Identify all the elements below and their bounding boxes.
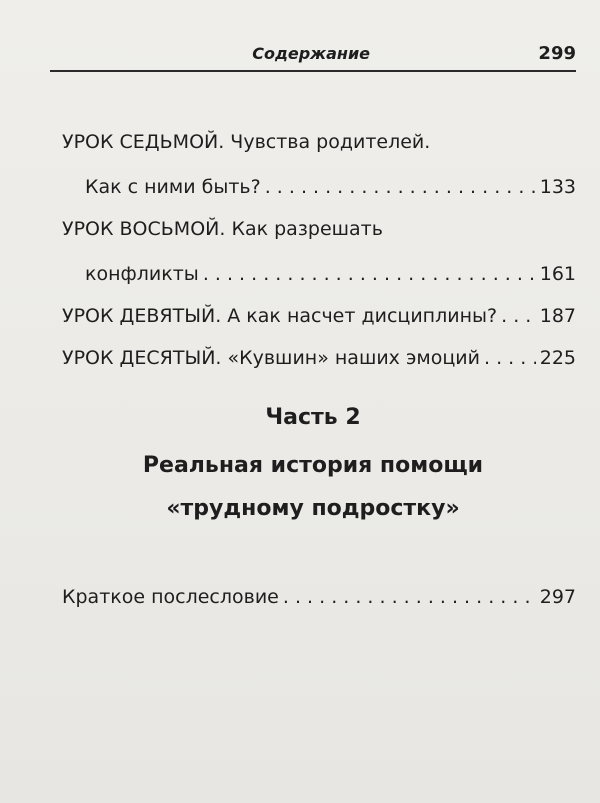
toc-entry-lesson8	[85, 263, 576, 285]
part-label: Часть 2	[265, 405, 361, 430]
dot-leader	[203, 263, 536, 285]
running-header	[50, 44, 576, 68]
dot-leader	[283, 586, 536, 608]
toc-entry-page: 133	[539, 176, 576, 198]
toc-entry-page: 161	[539, 263, 576, 285]
toc-entry-lesson8-line1: УРОК ВОСЬМОЙ. Как разрешать	[62, 218, 383, 240]
dot-leader	[484, 347, 536, 369]
toc-entry-title: Как с ними быть?	[85, 176, 261, 198]
toc-entry-page: 297	[539, 586, 576, 608]
toc-entry-afterword	[62, 586, 576, 608]
toc-entry-title: УРОК ДЕСЯТЫЙ. «Кувшин» наших эмоций	[62, 347, 480, 369]
toc-entry-lesson10	[62, 347, 576, 369]
toc-entry-title: Краткое послесловие	[62, 586, 279, 608]
dot-leader	[501, 305, 536, 327]
section-title: Содержание	[252, 44, 370, 63]
toc-entry-lesson7-line1: УРОК СЕДЬМОЙ. Чувства родителей.	[62, 131, 431, 153]
header-rule	[50, 70, 576, 72]
part-title-line2: «трудному подростку»	[166, 496, 460, 521]
toc-entry-title: конфликты	[85, 263, 199, 285]
dot-leader	[265, 176, 536, 198]
toc-entry-page: 187	[539, 305, 576, 327]
toc-entry-title: УРОК ДЕВЯТЫЙ. А как насчет дисциплины?	[62, 305, 498, 327]
toc-entry-lesson7	[85, 176, 576, 198]
toc-entry-lesson9	[62, 305, 576, 327]
toc-entry-page: 225	[539, 347, 576, 369]
part-title-line1: Реальная история помощи	[142, 453, 484, 478]
page-number: 299	[538, 43, 576, 64]
